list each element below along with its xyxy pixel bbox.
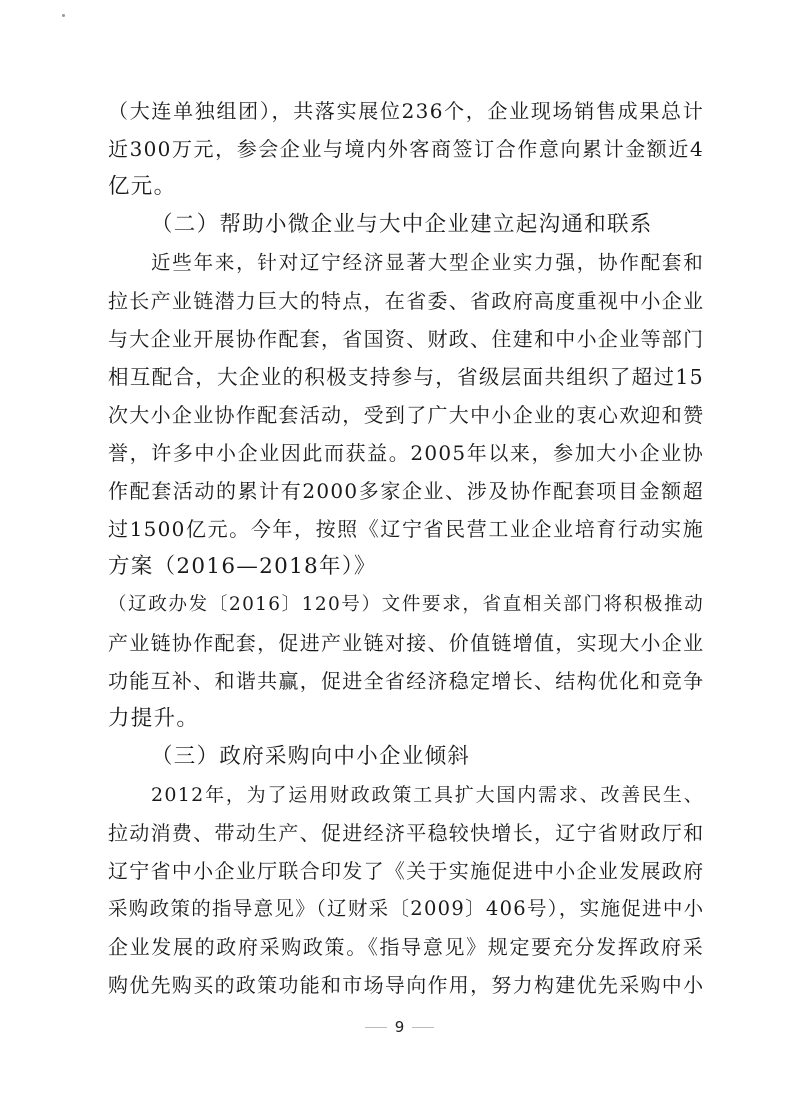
paragraph-line: （辽政办发〔2016〕120号）文件要求，省直相关部门将积极推动 <box>108 594 704 615</box>
footer-dash-right <box>412 1027 434 1028</box>
paragraph-line: 近些年来，针对辽宁经济显著大型企业实力强，协作配套和 <box>151 251 704 274</box>
paragraph-line: 力提升。 <box>108 706 200 731</box>
paragraph-line: （大连单独组团），共落实展位236个，企业现场销售成果总计 <box>108 99 704 123</box>
paragraph-line: 誉，许多中小企业因此而获益。2005年以来，参加大小企业协 <box>108 441 704 465</box>
page-footer <box>0 1018 799 1036</box>
paragraph-line: 拉长产业链潜力巨大的特点，在省委、省政府高度重视中小企业 <box>108 289 705 313</box>
section-heading-3: （三）政府采购向中小企业倾斜 <box>151 744 471 769</box>
paragraph-line: 辽宁省中小企业厅联合印发了《关于实施促进中小企业发展政府 <box>108 859 705 883</box>
paragraph-line: 采购政策的指导意见》（辽财采〔2009〕406号），实施促进中小 <box>108 897 705 920</box>
paragraph-line: 产业链协作配套，促进产业链对接、价值链增值，实现大小企业 <box>108 631 705 655</box>
paragraph-line: 方案（2016—2018年）》 <box>108 554 377 579</box>
paragraph-line: 近300万元，参会企业与境内外客商签订合作意向累计金额近4 <box>108 137 704 161</box>
section-heading-2: （二）帮助小微企业与大中企业建立起沟通和联系 <box>151 212 653 237</box>
paragraph-line: 亿元。 <box>108 174 177 199</box>
paragraph-line: 购优先购买的政策功能和市场导向作用，努力构建优先采购中小 <box>108 973 705 997</box>
paragraph-line: 相互配合，大企业的积极支持参与，省级层面共组织了超过15 <box>108 365 704 389</box>
scan-speck <box>62 14 65 17</box>
paragraph-line: 与大企业开展协作配套，省国资、财政、住建和中小企业等部门 <box>108 327 705 351</box>
footer-dash-left <box>365 1027 387 1028</box>
paragraph-line: 功能互补、和谐共赢，促进全省经济稳定增长、结构优化和竞争 <box>108 669 705 693</box>
page-number: 9 <box>394 1018 405 1036</box>
paragraph-line: 作配套活动的累计有2000多家企业、涉及协作配套项目金额超 <box>108 479 704 503</box>
body-text <box>108 92 704 1004</box>
paragraph-line: 2012年，为了运用财政政策工具扩大国内需求、改善民生、 <box>151 784 704 806</box>
paragraph-line: 企业发展的政府采购政策。《指导意见》规定要充分发挥政府采 <box>108 935 704 959</box>
paragraph-line: 拉动消费、带动生产、促进经济平稳较快增长，辽宁省财政厅和 <box>108 821 705 845</box>
paragraph-line: 过1500亿元。今年，按照《辽宁省民营工业企业培育行动实施 <box>108 517 704 541</box>
paragraph-line: 次大小企业协作配套活动，受到了广大中小企业的衷心欢迎和赞 <box>108 403 705 427</box>
